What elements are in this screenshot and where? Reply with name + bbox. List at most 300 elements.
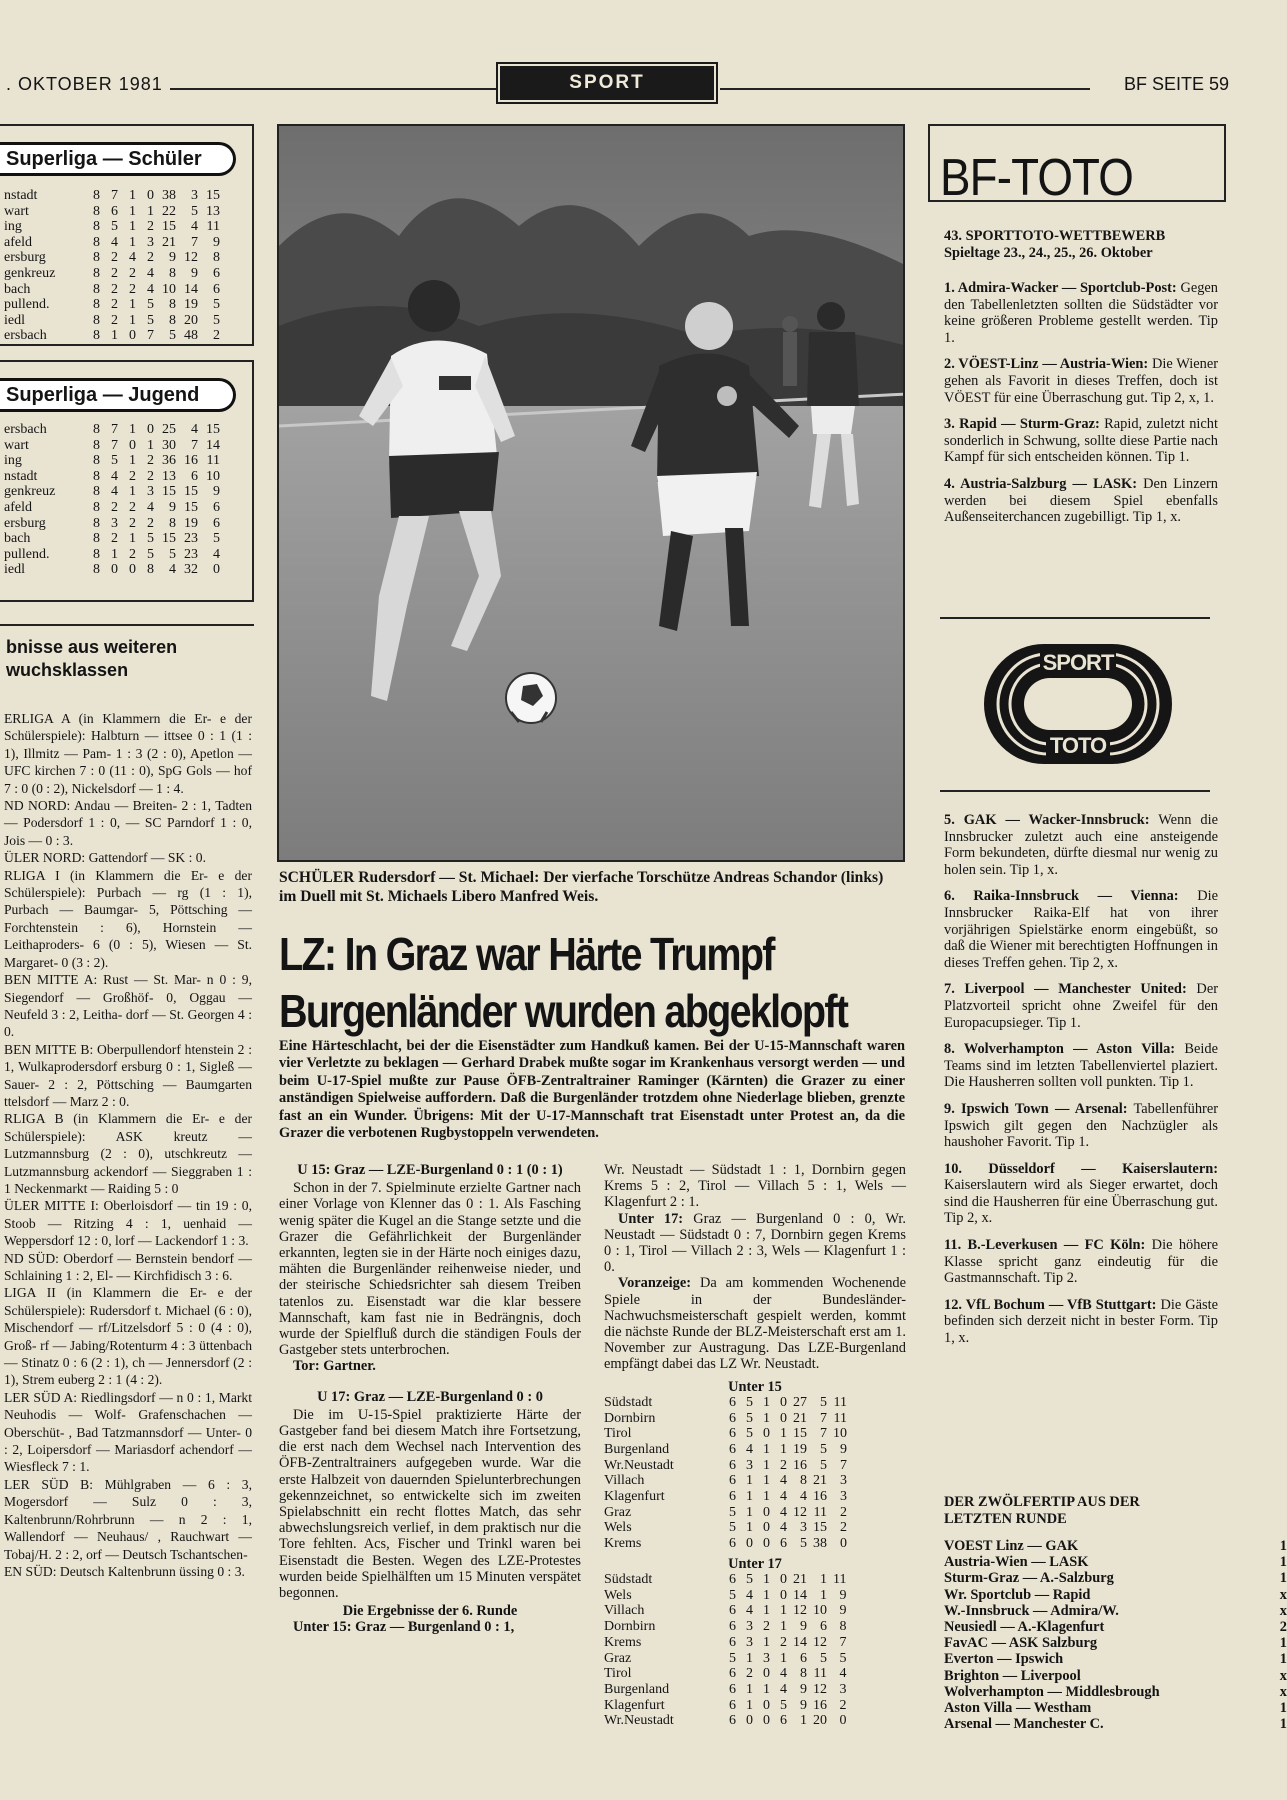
stat-cell: 3 [191, 188, 198, 203]
article-column-2 [604, 1162, 906, 1729]
stat-cell: 2 [129, 499, 136, 515]
stat-cell: 8 [93, 531, 100, 547]
stat-cell: 7 [111, 437, 118, 453]
last-round-row [944, 1651, 1287, 1667]
stat-cell: 0 [780, 1410, 787, 1426]
stat-cell: 0 [746, 1713, 753, 1729]
team-name: afeld [4, 499, 32, 515]
stat-cell: 1 [820, 1572, 827, 1588]
logo-text-bottom: TOTO [1049, 733, 1107, 758]
stat-cell: 1 [129, 312, 136, 328]
toto-tip [944, 1297, 1218, 1347]
table-row [604, 1619, 849, 1635]
stat-cell: 1 [746, 1473, 753, 1489]
team-name: Graz [604, 1504, 632, 1520]
stat-cell: 6 [729, 1410, 736, 1426]
toto-contest-info: 43. SPORTTOTO-WETTBEWERB Spieltage 23., 24., 25., 26. Oktober [944, 228, 1166, 261]
table-row [604, 1635, 849, 1651]
stat-cell: 7 [147, 328, 154, 344]
stat-cell: 1 [763, 1603, 770, 1619]
stat-cell: 5 [746, 1426, 753, 1442]
stat-cell: 4 [839, 1666, 847, 1682]
stat-cell: 8 [93, 188, 100, 203]
stat-cell: 4 [191, 219, 198, 235]
table-row [4, 266, 224, 282]
toto-tip [944, 812, 1218, 878]
stat-cell: 6 [729, 1634, 736, 1650]
toto-tip-match: 8. Wolverhampton — Aston Villa: [944, 1041, 1176, 1058]
stat-cell: 16 [184, 453, 198, 469]
results-u17: Unter 17: Graz — Burgenland 0 : 0, Wr. Neustadt — Südstadt 0 : 7, Dornbirn gegen Krems 0 : 1, Tirol — Villach 2 : 3, Wels — Klagenfurt 1 : 0. [604, 1210, 907, 1276]
table-row [604, 1520, 850, 1536]
left-divider [0, 624, 254, 626]
stat-cell: 11 [813, 1504, 827, 1520]
stat-cell: 6 [800, 1650, 807, 1666]
match-result: 1 [1279, 1570, 1287, 1587]
last-round-row [944, 1700, 1287, 1716]
stat-cell: 4 [111, 468, 118, 484]
stat-cell: 2 [129, 265, 136, 281]
stat-cell: 2 [746, 1666, 753, 1682]
toto-tip-text: Beide Teams sind im letzten Tabellenviertel plaziert. Die Hausherren sollten voll punkten. Tip 1. [944, 1041, 1218, 1091]
stat-cell: 1 [129, 203, 136, 219]
team-name: Tirol [604, 1426, 632, 1442]
stat-cell: 2 [840, 1520, 847, 1536]
team-name: Klagenfurt [604, 1697, 665, 1713]
stat-cell: 1 [129, 531, 136, 547]
toto-tip-match: 5. GAK — Wacker-Innsbruck: [944, 812, 1150, 828]
match-result: 2 [1279, 1619, 1287, 1636]
stat-cell: 14 [206, 437, 220, 453]
team-name: Wr.Neustadt [604, 1457, 674, 1473]
team-name: Südstadt [604, 1572, 653, 1588]
stat-cell: 1 [746, 1489, 753, 1505]
toto-tip-match: 10. Düsseldorf — Kaiserslautern: [944, 1160, 1218, 1177]
header-rule-left [170, 88, 496, 90]
stat-cell: 3 [840, 1489, 847, 1505]
stat-cell: 2 [780, 1457, 787, 1473]
match-name: Austria-Wien — LASK [944, 1554, 1089, 1571]
stat-cell: 22 [162, 203, 176, 219]
stat-cell: 0 [129, 328, 136, 344]
team-name: genkreuz [4, 265, 56, 281]
stat-cell: 15 [206, 188, 220, 203]
stat-cell: 2 [780, 1634, 787, 1650]
toto-tip [944, 1161, 1218, 1227]
toto-tip [944, 416, 1218, 466]
match-name: Brighton — Liverpool [944, 1667, 1081, 1684]
u17-standings [604, 1572, 849, 1729]
u17-report: Die im U-15-Spiel praktizierte Härte der Gastgeber fand bei diesem Match ihre Fortsetzung, die erst nach dem Wechsel nach Intervention des ÖFB-Zentraltrainers aufgegeben wurde. War die erste Halbzeit von dauernden Spielunterbrechungen gekennzeichnet, so entwickelte sich im zweiten Spielabschnitt ein recht flottes Match, das sehr abwechslungsreich verlief, in dem praktisch nur die Tore fehlten. Acs, Fischer und Trinkl waren bei Eisenstadt die Besten. Wegen des LZE-Protestes wurden beide Spielhälften um 15 Minuten verspätet begonnen. [279, 1406, 581, 1602]
stat-cell: 9 [169, 499, 176, 515]
toto-tip-match: 11. B.-Leverkusen — FC Köln: [944, 1237, 1146, 1254]
table-row [4, 235, 224, 251]
stat-cell: 16 [813, 1489, 827, 1505]
match-name: VOEST Linz — GAK [944, 1538, 1079, 1554]
stat-cell: 1 [763, 1457, 770, 1473]
stat-cell: 7 [820, 1410, 827, 1426]
stat-cell: 6 [213, 281, 220, 297]
page-number: BF SEITE 59 [1123, 74, 1229, 94]
stat-cell: 0 [129, 437, 136, 453]
team-name: Klagenfurt [604, 1489, 665, 1505]
result-paragraph: LER SÜD B: Mühlgraben — 6 : 3, Mogersdorf — Sulz 0 : 3, Kaltenbrunn/Rohrbrunn — n 2 : 1, Wallendorf — Neuhaus/ , Rauchwart — Tobaj/H. 2 : 2, orf — Deutsch Tschantschen- [4, 1476, 252, 1562]
team-name: Graz [604, 1650, 632, 1666]
stat-cell: 2 [111, 297, 118, 313]
team-name: ersburg [4, 515, 46, 531]
table-row [4, 282, 224, 298]
stat-cell: 10 [813, 1603, 827, 1619]
team-name: bach [4, 531, 31, 547]
stat-cell: 8 [213, 250, 220, 266]
stat-cell: 11 [813, 1666, 827, 1682]
toto-tip-text: Die Gäste befinden sich derzeit nicht in bester Form. Tip 1, x. [944, 1296, 1218, 1347]
toto-tip-match: 7. Liverpool — Manchester United: [944, 981, 1187, 998]
stat-cell: 0 [763, 1426, 770, 1442]
stat-cell: 8 [93, 562, 100, 578]
results-u15-rest: Wr. Neustadt — Südstadt 1 : 1, Dornbirn gegen Krems 5 : 2, Tirol — Villach 5 : 1, Wels — Klagenfurt 2 : 1. [604, 1162, 906, 1211]
match-result: 1 [1279, 1635, 1287, 1652]
last-round-heading: DER ZWÖLFERTIP AUS DER LETZTEN RUNDE [944, 1494, 1140, 1527]
table-row [4, 422, 224, 438]
result-paragraph: ÜLER MITTE I: Oberloisdorf — tin 19 : 0, Stoob — Ritzing 4 : 1, uenhaid — Weppersdorf 12 : 0, lorf — Lackendorf 1 : 3. [4, 1198, 252, 1249]
result-paragraph: BEN MITTE B: Oberpullendorf htenstein 2 : 1, Wulkaprodersdorf ersburg 0 : 1, Sigleß — Sauer- 2 : 2, Pöttsching — Baumgarten ttelsdorf — Marz 2 : 0. [4, 1041, 252, 1109]
stat-cell: 9 [213, 484, 220, 500]
toto-tip-match: 12. VfL Bochum — VfB Stuttgart: [944, 1296, 1157, 1313]
table-row [604, 1651, 849, 1667]
stat-cell: 5 [213, 312, 220, 328]
stat-cell: 6 [729, 1441, 736, 1457]
stat-cell: 2 [147, 468, 154, 484]
stat-cell: 6 [729, 1473, 736, 1489]
logo-text-top: SPORT [1042, 650, 1114, 675]
stat-cell: 19 [793, 1441, 807, 1457]
stat-cell: 23 [184, 531, 198, 547]
stat-cell: 1 [763, 1489, 770, 1505]
table-row [604, 1505, 850, 1521]
table-row [4, 204, 224, 220]
toto-tip-text: Wenn die Innsbrucker zuletzt auch eine ansteigende Form bekundeten, dürfte diesmal nur wenig zu holen sein. Tip 1, x. [944, 812, 1218, 878]
table-row [4, 250, 224, 266]
stat-cell: 9 [169, 250, 176, 266]
stat-cell: 6 [191, 468, 198, 484]
jugend-table-title: Superliga — Jugend [0, 378, 236, 412]
stat-cell: 4 [129, 250, 136, 266]
stat-cell: 3 [147, 234, 154, 250]
stat-cell: 6 [729, 1666, 736, 1682]
stat-cell: 8 [169, 312, 176, 328]
stat-cell: 12 [793, 1504, 807, 1520]
stat-cell: 6 [729, 1457, 736, 1473]
stat-cell: 0 [763, 1504, 770, 1520]
stat-cell: 2 [111, 312, 118, 328]
stat-cell: 0 [763, 1697, 770, 1713]
stat-cell: 3 [839, 1682, 847, 1697]
toto-tip-text: Rapid, zuletzt nicht sonderlich in Schwung, sollte diese Partie nach Kampf für sich entscheiden können. Tip 1. [944, 416, 1218, 466]
toto-tip-text: Die höhere Klasse spricht ganz eindeutig für die Gastmannschaft. Tip 2. [944, 1237, 1218, 1287]
result-paragraph: RLIGA I (in Klammern die Er- e der Schülerspiele): Purbach — rg (1 : 1), Purbach — Baumgar- 5, Pöttsching — Forchtenstein : 6), Hornstein — Leithaproders- 6 (0 : 5), Wiesen — St. Margaret- 0 (3 : 2). [4, 867, 252, 970]
stat-cell: 6 [213, 515, 220, 531]
stat-cell: 5 [780, 1697, 787, 1713]
stat-cell: 0 [763, 1713, 770, 1729]
stat-cell: 4 [147, 281, 154, 297]
table-row [604, 1588, 849, 1604]
stat-cell: 2 [839, 1697, 847, 1713]
stat-cell: 11 [206, 219, 220, 235]
toto-title: BF-TOTO [940, 149, 1133, 207]
stat-cell: 1 [763, 1394, 770, 1410]
article-column-1 [279, 1162, 581, 1636]
stat-cell: 1 [111, 546, 118, 562]
stat-cell: 0 [763, 1666, 770, 1682]
stat-cell: 7 [191, 437, 198, 453]
match-name: Everton — Ipswich [944, 1651, 1064, 1668]
table-row [4, 516, 224, 532]
match-name: W.-Innsbruck — Admira/W. [944, 1602, 1119, 1619]
stat-cell: 4 [780, 1489, 787, 1505]
stat-cell: 1 [746, 1650, 753, 1666]
table-row [604, 1458, 850, 1474]
stat-cell: 1 [129, 188, 136, 203]
table-row [4, 219, 224, 235]
section-label: SPORT [500, 66, 714, 100]
team-name: Krems [604, 1634, 642, 1650]
team-name: Krems [604, 1536, 642, 1552]
toto-tip [944, 476, 1218, 526]
stat-cell: 2 [111, 281, 118, 297]
stat-cell: 3 [763, 1650, 770, 1666]
team-name: iedl [4, 562, 25, 578]
photo-caption: SCHÜLER Rudersdorf — St. Michael: Der vierfache Torschütze Andreas Schandor (links) im Duell mit St. Michaels Libero Manfred Weis. [279, 869, 884, 905]
toto-tips-1-4 [944, 280, 1218, 536]
stat-cell: 8 [169, 515, 176, 531]
table-row [604, 1426, 850, 1442]
stat-cell: 7 [820, 1426, 827, 1442]
stat-cell: 5 [213, 297, 220, 313]
stat-cell: 8 [93, 422, 100, 437]
team-name: genkreuz [4, 484, 56, 500]
stat-cell: 0 [763, 1520, 770, 1536]
football-photo [279, 126, 905, 862]
team-name: bach [4, 281, 31, 297]
stat-cell: 8 [147, 562, 154, 578]
stat-cell: 2 [763, 1619, 770, 1635]
stat-cell: 15 [184, 484, 198, 500]
match-result: 1 [1279, 1538, 1287, 1554]
stat-cell: 15 [162, 531, 176, 547]
stat-cell: 9 [800, 1682, 807, 1697]
last-round-row [944, 1635, 1287, 1651]
stat-cell: 21 [813, 1473, 827, 1489]
table-row [604, 1411, 850, 1427]
youth-results-text [4, 710, 252, 1580]
toto-tip [944, 356, 1218, 406]
stat-cell: 1 [763, 1587, 770, 1603]
stat-cell: 21 [793, 1410, 807, 1426]
team-name: pullend. [4, 546, 50, 562]
team-name: iedl [4, 312, 25, 328]
toto-tip-text: Den Linzern werden bei diesem Spiel ebenfalls Außenseiterchancen zugebilligt. Tip 1, x. [944, 475, 1218, 526]
stat-cell: 4 [780, 1666, 787, 1682]
table-row [604, 1698, 849, 1714]
stat-cell: 2 [147, 219, 154, 235]
toto-tip-match: 2. VÖEST-Linz — Austria-Wien: [944, 356, 1149, 373]
stat-cell: 4 [746, 1441, 753, 1457]
stat-cell: 3 [147, 484, 154, 500]
stat-cell: 4 [746, 1603, 753, 1619]
match-name: FavAC — ASK Salzburg [944, 1635, 1098, 1652]
team-name: ersbach [4, 328, 47, 344]
team-name: Burgenland [604, 1441, 670, 1457]
stat-cell: 0 [780, 1394, 787, 1410]
result-paragraph: ERLIGA A (in Klammern die Er- e der Schülerspiele): Halbturn — ittsee 0 : 1 (1 : 1), Illmitz — Pam- 1 : 3 (2 : 0), Apetlon — UFC kirchen 7 : 0 (11 : 0), SpG Gols — hof 7 : 0 (0 : 2), Nickelsdorf — 1 : 4. [4, 711, 252, 796]
toto-tip-text: Die Innsbrucker Raika-Elf hat von ihrer vorjährigen Spielstärke enorm eingebüßt, so daß die Wiener mit berechtigten Hoffnungen in dieses Treffen gehen. Tip 2, x. [944, 888, 1218, 971]
toto-tip-match: 3. Rapid — Sturm-Graz: [944, 416, 1100, 433]
stat-cell: 5 [147, 546, 154, 562]
stat-cell: 2 [213, 328, 220, 344]
stat-cell: 7 [111, 422, 118, 437]
u15-report: Schon in der 7. Spielminute erzielte Gartner nach einer Vorlage von Klenner das 0 : 1. Als Fasching wenig später die Kugel an die Stange setzte und die Grazer die Gefährlichkeit der Burgenländer erkannten, legten sie in der Härte noch einiges dazu, mähten die Burgenländer reihenweise nieder, und der steirische Schiedsrichter sah diesem Treiben tatenlos zu. Eisenstadt war die klar bessere Mannschaft, kam fast nie in Bedrängnis, doch wurde der Spielfluß durch die ständigen Fouls der Gastgeber stets unterbrochen. [279, 1180, 581, 1359]
last-round-row [944, 1587, 1287, 1603]
stat-cell: 2 [129, 281, 136, 297]
stat-cell: 4 [147, 499, 154, 515]
stat-cell: 9 [840, 1441, 847, 1457]
match-result: x [1279, 1602, 1287, 1619]
last-round-results [944, 1538, 1287, 1732]
stat-cell: 4 [780, 1504, 787, 1520]
stat-cell: 6 [729, 1619, 736, 1635]
stat-cell: 2 [147, 515, 154, 531]
result-paragraph: ND SÜD: Oberdorf — Bernstein bendorf — Schlaining 1 : 2, El- — Kirchfidisch 3 : 6. [4, 1250, 252, 1283]
stat-cell: 38 [813, 1536, 827, 1552]
stat-cell: 16 [793, 1457, 807, 1473]
stat-cell: 9 [191, 265, 198, 281]
stat-cell: 10 [206, 468, 220, 484]
team-name: ersbach [4, 422, 47, 437]
stat-cell: 0 [839, 1713, 847, 1729]
result-paragraph: BEN MITTE A: Rust — St. Mar- n 0 : 9, Siegendorf — Großhöf- 0, Oggau — Neufeld 3 : 2, Leitha- dorf — St. Georgen 4 : 0. [4, 972, 252, 1040]
stat-cell: 1 [111, 328, 118, 344]
stat-cell: 4 [780, 1520, 787, 1536]
table-row [4, 484, 224, 500]
stat-cell: 0 [840, 1536, 847, 1552]
stat-cell: 1 [147, 203, 154, 219]
article-lead: Eine Härteschlacht, bei der die Eisenstädter zum Handkuß kamen. Bei der U-15-Mannschaft waren vier Verletzte zu beklagen — Gerhard Drabek mußte sogar im Krankenhaus versorgt werden — und beim U-17-Spiel mußte zur Pause ÖFB-Zentraltrainer Raminger (Kärnten) die Grazer zu einer anständigen Spielweise auffordern. Daß die Burgenländer trotzdem ohne Niederlage blieben, grenzte fast an ein Wunder. Übrigens: Mit der U-17-Mannschaft trat Eisenstadt unter Protest an, da die Grazer die verbotenen Rugbystoppeln verwendeten. [279, 1038, 905, 1142]
stat-cell: 7 [839, 1634, 847, 1650]
match-result: x [1279, 1683, 1287, 1700]
stat-cell: 1 [780, 1426, 787, 1442]
stat-cell: 5 [820, 1441, 827, 1457]
last-round-row [944, 1619, 1287, 1635]
team-name: Wels [604, 1587, 632, 1603]
stat-cell: 2 [129, 546, 136, 562]
match-result: x [1279, 1667, 1287, 1684]
stat-cell: 5 [147, 312, 154, 328]
stat-cell: 8 [93, 328, 100, 344]
table-row [4, 438, 224, 454]
stat-cell: 6 [729, 1426, 736, 1442]
team-name: ing [4, 219, 22, 235]
sport-toto-logo [980, 640, 1176, 768]
stat-cell: 4 [191, 422, 198, 437]
stat-cell: 11 [206, 453, 220, 469]
team-name: pullend. [4, 297, 50, 313]
stat-cell: 3 [746, 1619, 753, 1635]
stat-cell: 2 [147, 453, 154, 469]
stat-cell: 2 [111, 499, 118, 515]
stat-cell: 0 [147, 188, 154, 203]
stat-cell: 0 [111, 562, 118, 578]
result-paragraph: ND NORD: Andau — Breiten- 2 : 1, Tadten — Podersdorf 1 : 0, — SC Parndorf 1 : 0, Jois — 0 : 3. [4, 798, 252, 848]
match-name: Wolverhampton — Middlesbrough [944, 1683, 1160, 1700]
stat-cell: 6 [729, 1697, 736, 1713]
stat-cell: 8 [93, 468, 100, 484]
stat-cell: 1 [800, 1713, 807, 1729]
stat-cell: 1 [746, 1697, 753, 1713]
table-row [4, 547, 224, 563]
stat-cell: 15 [162, 484, 176, 500]
stat-cell: 14 [184, 281, 198, 297]
stat-cell: 8 [93, 515, 100, 531]
stat-cell: 5 [729, 1520, 736, 1536]
u17-heading: U 17: Graz — LZE-Burgenland 0 : 0 [317, 1388, 543, 1405]
last-round-row [944, 1570, 1287, 1586]
last-round-row [944, 1603, 1287, 1619]
stat-cell: 11 [833, 1394, 847, 1410]
team-name: Villach [604, 1473, 645, 1489]
stat-cell: 12 [184, 250, 198, 266]
stat-cell: 6 [111, 203, 118, 219]
team-name: Wels [604, 1520, 632, 1536]
match-result: 1 [1279, 1554, 1287, 1571]
stat-cell: 8 [93, 250, 100, 266]
stat-cell: 15 [162, 219, 176, 235]
result-paragraph: LER SÜD A: Riedlingsdorf — n 0 : 1, Markt Neuhodis — Wolf- Grafenschachen — Oberschüt- , Bad Tatzmannsdorf — Unter- 0 : 2, Loipersdorf — Mariasdorf achendorf — Wiesfleck 7 : 1. [4, 1389, 252, 1475]
right-divider-1 [940, 617, 1210, 619]
stat-cell: 15 [813, 1520, 827, 1536]
table-row [604, 1536, 850, 1552]
stat-cell: 1 [129, 422, 136, 437]
u15-heading: U 15: Graz — LZE-Burgenland 0 : 1 (0 : 1) [297, 1162, 563, 1178]
match-name: Neusiedl — A.-Klagenfurt [944, 1619, 1105, 1636]
stat-cell: 6 [213, 265, 220, 281]
table-row [4, 297, 224, 313]
toto-tip-match: 1. Admira-Wacker — Sportclub-Post: [944, 280, 1177, 296]
stat-cell: 19 [184, 297, 198, 313]
jugend-table-box [0, 360, 254, 602]
toto-tip-text: Tabellenführer Ipswich gilt gegen den Nachzügler als haushoher Favorit. Tip 1. [944, 1100, 1218, 1151]
results-subheading: Die Ergebnisse der 6. Runde [342, 1603, 518, 1620]
preview-note: Voranzeige: Da am kommenden Wochenende Spiele in der Bundesländer-Nachwuchsmeisterschaft gespielt werden, kommt die nächste Runde der BLZ-Meisterschaft erst am 1. November zur Austragung. Das LZE-Burgenland empfängt dabei das LZ Wr. Neustadt. [604, 1275, 906, 1373]
stat-cell: 2 [840, 1504, 847, 1520]
stat-cell: 5 [111, 453, 118, 469]
stat-cell: 3 [746, 1457, 753, 1473]
stat-cell: 8 [93, 297, 100, 313]
stat-cell: 48 [184, 328, 198, 344]
stat-cell: 1 [763, 1634, 770, 1650]
last-round-row [944, 1684, 1287, 1700]
toto-tip-match: 9. Ipswich Town — Arsenal: [944, 1100, 1128, 1117]
stat-cell: 0 [213, 562, 220, 578]
table-row [604, 1473, 850, 1489]
stat-cell: 1 [763, 1441, 770, 1457]
team-name: Südstadt [604, 1394, 653, 1410]
stat-cell: 5 [169, 546, 176, 562]
stat-cell: 1 [129, 297, 136, 313]
schueler-standings [4, 188, 224, 344]
stat-cell: 0 [147, 422, 154, 437]
stat-cell: 13 [206, 203, 220, 219]
